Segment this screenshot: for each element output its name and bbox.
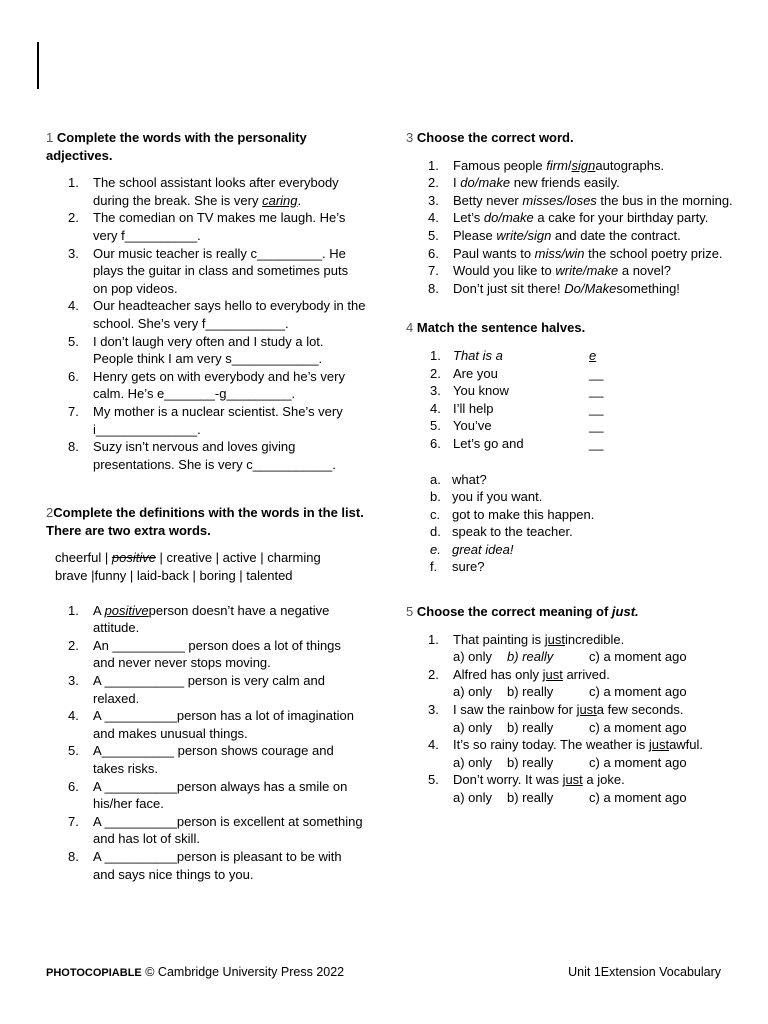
option-c: c) a moment ago: [589, 684, 687, 700]
item-letter: e.: [430, 541, 441, 557]
item-text: and date the contract.: [551, 227, 681, 243]
option-separator: /: [523, 227, 528, 243]
section-number: 3: [406, 130, 414, 145]
section-2-list: [46, 602, 366, 884]
item-text: person doesn’t have a negative attitude.: [93, 602, 330, 636]
options-row: [453, 648, 736, 666]
margin-bar: [37, 42, 39, 89]
underlined-word: just: [562, 772, 583, 788]
item-text: Please: [453, 227, 497, 243]
item-text: speak to the teacher.: [452, 524, 573, 540]
item-text: That is a: [453, 347, 503, 363]
item-text: A __________person has a lot of imagination and makes unusual things.: [93, 708, 354, 741]
underlined-word: just: [576, 702, 597, 718]
item-text: An __________ person does a lot of things and never never stops moving.: [93, 637, 341, 671]
list-item: [406, 771, 736, 806]
item-number: 3.: [68, 245, 79, 261]
option-a: a) only: [453, 790, 493, 805]
answer-blank: __: [589, 418, 604, 434]
option-word: make: [586, 263, 619, 279]
section-3-title: [406, 129, 736, 147]
item-text: A __________person is pleasant to be with and says nice things to you.: [93, 848, 342, 882]
item-text: A __________person is excellent at something and has lot of skill.: [93, 813, 363, 847]
item-text: I saw the rainbow for: [453, 702, 577, 718]
option-c: c) a moment ago: [589, 790, 687, 805]
item-number: 1.: [68, 602, 79, 618]
section-number: 1: [46, 130, 54, 145]
item-text: the bus in the morning.: [596, 192, 733, 208]
halves-list: [406, 347, 736, 453]
item-text: Are you: [453, 365, 498, 381]
option-word: miss: [534, 245, 562, 261]
item-number: 7.: [68, 403, 79, 419]
answer-blank: __: [589, 383, 604, 399]
copyright-text: © Cambridge University Press 2022: [145, 965, 345, 979]
list-item: [406, 382, 736, 400]
list-item: [46, 368, 366, 403]
underlined-word: just: [542, 666, 563, 682]
item-text: It’s so rainy today. The weather is: [453, 737, 649, 753]
item-number: 5.: [68, 333, 79, 349]
answer-blank: __: [589, 400, 604, 416]
item-text: The comedian on TV makes me laugh. He’s very f__________.: [93, 210, 346, 243]
example-answer: sign: [571, 157, 596, 173]
item-text: Our headteacher says hello to everybody in the school. She’s very f___________.: [93, 298, 366, 331]
item-number: 7.: [428, 263, 439, 279]
option-word: loses: [566, 192, 597, 208]
item-text: Famous people: [453, 157, 547, 173]
right-column: [406, 129, 736, 807]
option-separator: /: [582, 263, 587, 279]
option-word: Make: [584, 280, 617, 296]
option-word: sign: [527, 227, 552, 243]
option-word: make: [478, 175, 511, 191]
list-item: [406, 245, 736, 263]
item-number: 4.: [428, 210, 439, 226]
item-text: Suzy isn’t nervous and loves giving presentations. She is very c___________.: [93, 439, 336, 472]
list-item: [46, 813, 366, 848]
list-item: [406, 347, 736, 365]
section-1-list: [46, 174, 366, 473]
item-text: great idea!: [452, 541, 514, 557]
list-item: [406, 558, 736, 576]
endings-list: [406, 471, 736, 577]
option-b: b) really: [507, 684, 554, 700]
item-number: 3.: [68, 673, 79, 689]
list-item: [406, 631, 736, 666]
word-list-line: brave |funny | laid-back | boring | talented: [55, 568, 293, 584]
item-number: 1.: [428, 631, 439, 647]
word-list-text: cheerful |: [55, 550, 112, 566]
item-number: 2.: [68, 210, 79, 226]
list-item: [46, 637, 366, 672]
item-text: incredible.: [565, 631, 625, 647]
item-letter: c.: [430, 506, 441, 522]
item-text: Would you like to: [453, 263, 556, 279]
option-word: make: [501, 210, 534, 226]
section-title-text: Complete the definitions with the words in the list. There are two extra words.: [46, 505, 364, 538]
item-number: 4.: [428, 737, 439, 753]
list-item: [46, 174, 366, 209]
item-number: 2.: [68, 637, 79, 653]
option-separator: /: [498, 210, 502, 226]
footer-copyright: [46, 964, 344, 983]
list-item: [406, 157, 736, 175]
item-text: awful.: [669, 737, 704, 753]
list-item: [46, 672, 366, 707]
option-c: c) a moment ago: [589, 754, 687, 770]
list-item: [406, 209, 736, 227]
item-number: 8.: [68, 848, 79, 864]
item-number: 4.: [68, 298, 79, 314]
item-number: 1.: [430, 347, 441, 363]
list-item: [406, 736, 736, 771]
list-item: [46, 848, 366, 883]
item-number: 5.: [430, 418, 441, 434]
item-text: new friends easily.: [510, 175, 620, 191]
list-item: [46, 778, 366, 813]
list-item: [406, 262, 736, 280]
item-text: I don’t laugh very often and I study a lot. People think I am very s____________.: [93, 333, 324, 367]
option-c: c) a moment ago: [589, 649, 687, 665]
list-item: [406, 701, 736, 736]
list-item: [46, 333, 366, 368]
item-letter: a.: [430, 471, 441, 487]
list-item: [46, 438, 366, 473]
item-number: 5.: [428, 227, 439, 243]
section-2-title: [46, 504, 366, 539]
item-text: a cake for your birthday party.: [533, 210, 709, 226]
options-row: [453, 683, 736, 701]
item-text: Let’s: [453, 210, 484, 226]
list-item: [406, 174, 736, 192]
list-item: [406, 280, 736, 298]
example-answer: positive: [104, 602, 149, 618]
section-title-text: Match the sentence halves.: [416, 320, 586, 336]
option-b: b) really: [507, 790, 554, 805]
item-number: 4.: [68, 708, 79, 724]
crossed-out-word: positive: [111, 550, 156, 566]
option-a: a) only: [453, 649, 493, 665]
section-4-title: [406, 319, 736, 337]
option-c: c) a moment ago: [589, 719, 687, 735]
list-item: [406, 471, 736, 489]
item-text: the school poetry prize.: [584, 245, 723, 261]
item-text: autographs.: [595, 157, 665, 173]
item-text: .: [297, 192, 302, 208]
list-item: [406, 192, 736, 210]
item-text: got to make this happen.: [452, 506, 595, 522]
item-text: A ___________ person is very calm and relaxed.: [93, 673, 325, 706]
item-text: a few seconds.: [596, 702, 684, 718]
item-number: 8.: [68, 439, 79, 455]
item-text: Don’t just sit there!: [453, 280, 565, 296]
item-number: 8.: [428, 280, 439, 296]
item-text: A__________ person shows courage and takes risks.: [93, 743, 334, 776]
list-item: [406, 541, 736, 559]
item-number: 3.: [430, 383, 441, 399]
item-number: 3.: [428, 192, 439, 208]
option-a: a) only: [453, 754, 493, 770]
left-column: [46, 129, 366, 883]
item-text: The school assistant looks after everybody during the break. She is very: [93, 175, 339, 208]
list-item: [406, 666, 736, 701]
options-row: [453, 754, 736, 772]
item-text: something!: [616, 280, 680, 296]
footer-unit: Unit 1Extension Vocabulary: [568, 965, 721, 979]
list-item: [46, 209, 366, 244]
section-1-title: [46, 129, 366, 164]
item-text: arrived.: [562, 666, 610, 682]
item-letter: d.: [430, 524, 441, 540]
option-a: a) only: [453, 684, 493, 700]
list-item: [46, 742, 366, 777]
item-text: Alfred has only: [453, 666, 543, 682]
list-item: [46, 403, 366, 438]
item-text: a joke.: [582, 772, 625, 788]
options-row: [453, 789, 736, 807]
option-separator: /: [580, 280, 585, 296]
list-item: [406, 523, 736, 541]
option-a: a) only: [453, 719, 493, 735]
item-letter: f.: [430, 559, 438, 575]
item-number: 1.: [68, 175, 79, 191]
item-text: You know: [453, 383, 509, 399]
word-list: [55, 549, 366, 584]
option-b: b) really: [507, 649, 554, 665]
example-answer: caring: [262, 192, 298, 208]
option-word: write: [555, 263, 583, 279]
word-list-line: [55, 549, 366, 567]
item-number: 6.: [68, 368, 79, 384]
item-text: Henry gets on with everybody and he’s very calm. He’s e_______-g_________.: [93, 368, 345, 402]
item-number: 2.: [428, 175, 439, 191]
photocopiable-label: PHOTOCOPIABLE: [46, 967, 142, 979]
item-text: what?: [452, 471, 487, 487]
item-number: 6.: [428, 245, 439, 261]
section-3-list: [406, 157, 736, 298]
list-item: [406, 227, 736, 245]
item-number: 5.: [68, 743, 79, 759]
item-text: A __________person always has a smile on his/her face.: [93, 778, 348, 812]
option-word: write: [496, 227, 524, 243]
item-text: a novel?: [618, 263, 672, 279]
underlined-word: just: [648, 737, 670, 753]
item-number: 7.: [68, 813, 79, 829]
item-text: Let’s go and: [453, 435, 524, 451]
item-letter: b.: [430, 489, 441, 505]
item-text: A: [93, 602, 105, 618]
item-number: 6.: [68, 778, 79, 794]
item-text: you if you want.: [452, 489, 543, 505]
option-word: firm: [546, 157, 568, 173]
list-item: [406, 400, 736, 418]
example-answer: e: [589, 347, 597, 363]
option-separator: /: [567, 157, 572, 173]
item-number: 5.: [428, 772, 439, 788]
options-row: [453, 719, 736, 737]
underlined-word: just: [544, 631, 566, 647]
option-separator: /: [474, 175, 479, 191]
option-b: b) really: [507, 719, 554, 735]
item-text: Don’t worry. It was: [453, 772, 563, 788]
item-text: Paul wants to: [453, 245, 535, 261]
item-text: Our music teacher is really c_________. He plays the guitar in class and sometimes puts on pop videos.: [93, 245, 349, 296]
list-item: [406, 417, 736, 435]
option-separator: /: [562, 192, 567, 208]
item-number: 3.: [428, 702, 439, 718]
section-title-text: Choose the correct word.: [416, 130, 574, 145]
option-word: do: [460, 175, 475, 191]
item-text: sure?: [452, 559, 485, 575]
option-separator: /: [561, 245, 565, 261]
list-item: [406, 365, 736, 383]
item-text: Betty never: [453, 192, 523, 208]
section-title-text: Choose the correct meaning of: [416, 604, 612, 620]
option-word: misses: [522, 192, 563, 208]
option-word: Do: [564, 280, 581, 296]
word-list-text: | creative | active | charming: [155, 550, 321, 566]
section-title-text: Complete the words with the personality adjectives.: [46, 130, 307, 163]
item-number: 6.: [430, 435, 441, 451]
list-item: [46, 602, 366, 637]
section-number: 4: [406, 320, 414, 336]
list-item: [406, 435, 736, 453]
item-text: You’ve: [453, 418, 492, 434]
item-number: 1.: [428, 157, 439, 173]
section-5-title: [406, 603, 736, 621]
list-item: [46, 707, 366, 742]
list-item: [406, 506, 736, 524]
option-word: do: [483, 210, 499, 226]
section-number: 2: [46, 505, 54, 521]
list-item: [406, 488, 736, 506]
option-word: win: [565, 245, 585, 261]
section-title-text: just.: [611, 604, 639, 620]
item-text: That painting is: [453, 631, 545, 647]
item-text: I’ll help: [453, 400, 494, 416]
item-text: I: [453, 175, 461, 191]
item-number: 2.: [430, 365, 441, 381]
answer-blank: __: [589, 435, 604, 451]
list-item: [46, 245, 366, 298]
list-item: [46, 297, 366, 332]
item-number: 4.: [430, 400, 441, 416]
answer-blank: __: [589, 365, 604, 381]
section-5-list: [406, 631, 736, 807]
section-number: 5: [406, 604, 414, 620]
item-number: 2.: [428, 666, 439, 682]
item-text: My mother is a nuclear scientist. She’s very i______________.: [93, 403, 343, 437]
option-b: b) really: [507, 754, 554, 770]
